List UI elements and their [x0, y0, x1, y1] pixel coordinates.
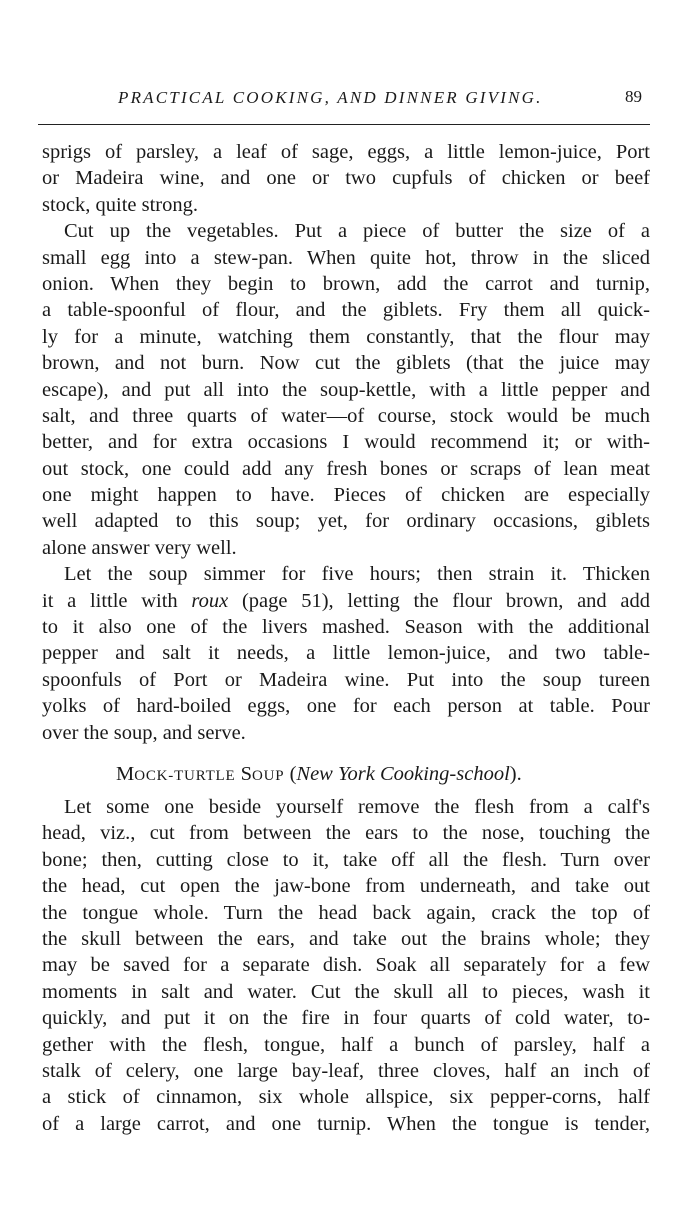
text-line: alone answer very well. [42, 536, 237, 559]
text-line: onion. When they begin to brown, add the carrot and turnip, [42, 272, 650, 295]
text-line: Let the soup simmer for five hours; then strain it. Thicken [64, 563, 650, 586]
text-line: escape), and put all into the soup-kettle, with a little pepper and [42, 378, 650, 401]
heading-paren: ). [509, 762, 522, 785]
page-number: 89 [625, 87, 642, 106]
text-run: it a little with [42, 589, 192, 612]
header-rule [38, 124, 650, 125]
text-line: moments in salt and water. Cut the skull all to pieces, wash it [42, 980, 650, 1003]
heading-smallcaps: OUP [252, 767, 285, 784]
text-line: brown, and not burn. Now cut the giblets (that the juice may [42, 352, 650, 375]
text-line: gether with the flesh, tongue, half a bunch of parsley, half a [42, 1033, 650, 1056]
heading-initial: S [240, 762, 253, 785]
text-line: one might happen to have. Pieces of chicken are especially [42, 484, 650, 507]
text-line: a stick of cinnamon, six whole allspice, six pepper-corns, half [42, 1086, 650, 1109]
text-line: quickly, and put it on the fire in four quarts of cold water, to- [42, 1007, 650, 1030]
text-line: may be saved for a separate dish. Soak all separately for a few [42, 954, 650, 977]
text-line-with-italic [42, 588, 650, 614]
text-line: stalk of celery, one large bay-leaf, three cloves, half an inch of [42, 1059, 650, 1082]
heading-initial: M [116, 762, 135, 785]
text-line: over the soup, and serve. [42, 721, 246, 744]
running-head [38, 88, 650, 118]
text-line: salt, and three quarts of water—of course, stock would be much [42, 404, 650, 427]
text-line: bone; then, cutting close to it, take off all the flesh. Turn over [42, 848, 650, 871]
text-line: better, and for extra occasions I would recommend it; or with- [42, 431, 650, 454]
text-line: a table-spoonful of flour, and the giblets. Fry them all quick- [42, 299, 650, 322]
text-line: head, viz., cut from between the ears to the nose, touching the [42, 822, 650, 845]
text-line: out stock, one could add any fresh bones or scraps of lean meat [42, 457, 650, 480]
text-line: spoonfuls of Port or Madeira wine. Put into the soup tureen [42, 668, 650, 691]
text-line: pepper and salt it needs, a little lemon-juice, and two table- [42, 642, 650, 665]
heading-smallcaps: OCK-TURTLE [134, 767, 236, 784]
text-line: to it also one of the livers mashed. Season with the additional [42, 616, 650, 639]
text-run: (page 51), letting the flour brown, and add [228, 589, 650, 612]
paragraph-finishing [42, 561, 650, 746]
text-line: sprigs of parsley, a leaf of sage, eggs, a little lemon-juice, Port [42, 141, 650, 163]
heading-source: New York Cooking-school [296, 762, 510, 785]
text-line: stock, quite strong. [42, 193, 199, 216]
text-line: of a large carrot, and one turnip. When the tongue is tender, [42, 1112, 650, 1135]
text-line: Cut up the vegetables. Put a piece of butter the size of a [64, 220, 650, 243]
paragraph-continuation [42, 139, 650, 218]
italic-term-roux: roux [191, 589, 229, 612]
text-line: Let some one beside yourself remove the flesh from a calf's [64, 795, 650, 818]
text-line: yolks of hard-boiled eggs, one for each person at table. Pour [42, 695, 650, 718]
section-heading [42, 746, 650, 794]
text-line: the head, cut open the jaw-bone from underneath, and take out [42, 875, 650, 898]
heading-paren: ( [289, 762, 297, 785]
running-title: PRACTICAL COOKING, AND DINNER GIVING. [118, 88, 543, 107]
paragraph-method [42, 218, 650, 561]
text-line: the skull between the ears, and take out the brains whole; they [42, 927, 650, 950]
text-line: the tongue whole. Turn the head back again, crack the top of [42, 901, 650, 924]
text-line: or Madeira wine, and one or two cupfuls of chicken or beef [42, 167, 650, 190]
body-text [42, 139, 650, 1137]
paragraph-mock-turtle [42, 794, 650, 1137]
text-line: well adapted to this soup; yet, for ordinary occasions, giblets [42, 510, 650, 533]
text-line: small egg into a stew-pan. When quite hot, throw in the sliced [42, 246, 650, 269]
text-line: ly for a minute, watching them constantly, that the flour may [42, 325, 650, 348]
